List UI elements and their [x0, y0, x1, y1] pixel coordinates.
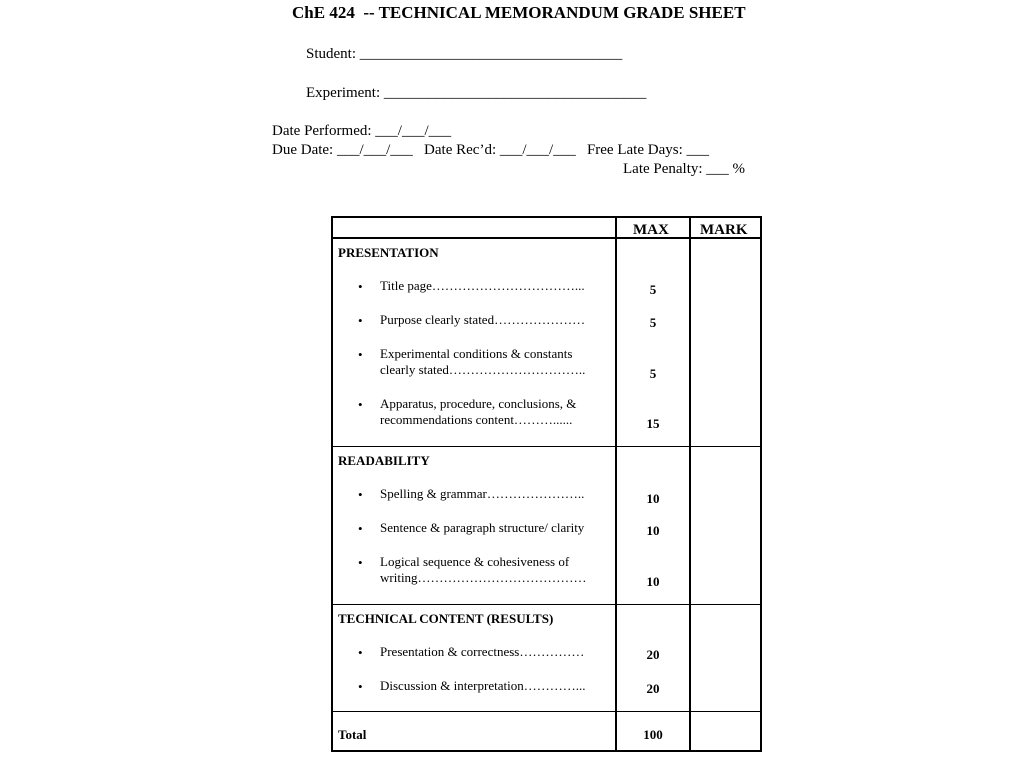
bullet-icon: •	[358, 313, 363, 328]
experiment-field[interactable]: Experiment: ___________________________________	[306, 85, 647, 101]
criterion-max: 20	[646, 647, 660, 662]
bullet-icon: •	[358, 555, 363, 570]
bullet-icon: •	[358, 397, 363, 412]
mark-cell[interactable]	[691, 280, 761, 296]
criterion-max: 5	[649, 366, 657, 381]
criterion-label: Spelling & grammar…………………..	[380, 486, 585, 501]
max-column-header: MAX	[633, 222, 669, 238]
total-label: Total	[338, 727, 367, 742]
mark-cell[interactable]	[691, 679, 761, 695]
bullet-icon: •	[358, 679, 363, 694]
section-title-technical-content: TECHNICAL CONTENT (RESULTS)	[338, 611, 554, 626]
date-performed-field[interactable]: Date Performed: ___/___/___	[272, 123, 452, 139]
section-title-readability: READABILITY	[338, 453, 430, 468]
bullet-icon: •	[358, 347, 363, 362]
bullet-icon: •	[358, 645, 363, 660]
criterion-label: Logical sequence & cohesiveness of writing…………………………………	[380, 554, 587, 585]
criterion-max: 10	[646, 523, 660, 538]
mark-column-header: MARK	[700, 222, 748, 238]
section-title-presentation: PRESENTATION	[338, 245, 439, 260]
mark-cell[interactable]	[691, 414, 761, 430]
section-divider	[333, 604, 760, 605]
criterion-label: Presentation & correctness……………	[380, 644, 585, 659]
due-date-line[interactable]: Due Date: ___/___/___ Date Rec’d: ___/___/___ Free Late Days: ___	[272, 142, 709, 158]
criterion-label: Discussion & interpretation…………...	[380, 678, 586, 693]
total-max: 100	[643, 727, 663, 742]
criterion-max: 10	[646, 574, 660, 589]
section-divider	[333, 711, 760, 712]
student-field[interactable]: Student: ___________________________________	[306, 46, 623, 62]
mark-cell[interactable]	[691, 521, 761, 537]
bullet-icon: •	[358, 279, 363, 294]
criterion-max: 5	[649, 315, 657, 330]
criterion-label: Sentence & paragraph structure/ clarity	[380, 520, 585, 535]
criterion-max: 15	[646, 416, 660, 431]
page-title: ChE 424 -- TECHNICAL MEMORANDUM GRADE SHEET	[292, 3, 746, 22]
mark-cell[interactable]	[691, 489, 761, 505]
criterion-label: Title page……………………………...	[380, 278, 585, 293]
criterion-max: 10	[646, 491, 660, 506]
column-divider	[689, 218, 691, 750]
criterion-max: 5	[649, 282, 657, 297]
section-divider	[333, 446, 760, 447]
mark-cell[interactable]	[691, 645, 761, 661]
criterion-label: Purpose clearly stated…………………	[380, 312, 586, 327]
mark-cell[interactable]	[691, 314, 761, 330]
mark-cell[interactable]	[691, 572, 761, 588]
bullet-icon: •	[358, 487, 363, 502]
mark-cell[interactable]	[691, 364, 761, 380]
header-divider	[333, 237, 760, 239]
total-mark-cell[interactable]	[691, 725, 761, 741]
bullet-icon: •	[358, 521, 363, 536]
late-penalty-field[interactable]: Late Penalty: ___ %	[623, 161, 746, 177]
criterion-label: Experimental conditions & constants clearly stated…………………………..	[380, 346, 586, 377]
grade-table	[331, 216, 762, 752]
criterion-label: Apparatus, procedure, conclusions, & recommendations content………......	[380, 396, 577, 427]
criterion-max: 20	[646, 681, 660, 696]
